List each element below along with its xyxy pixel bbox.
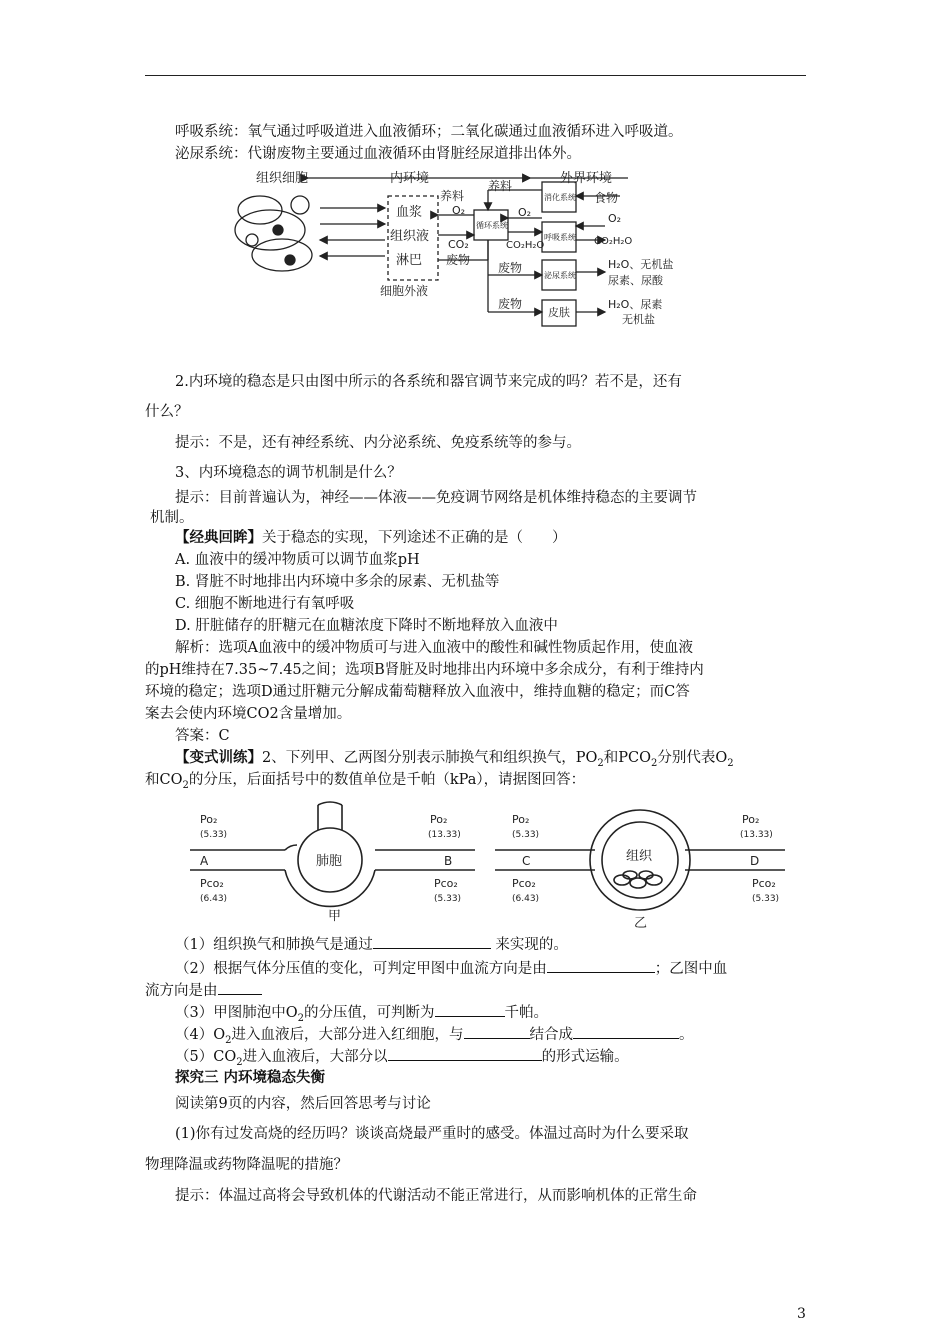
text-line: 2.内环境的稳态是只由图中所示的各系统和器官调节来完成的吗？若不是，还有 (175, 374, 682, 390)
label-food: 食物 (594, 191, 619, 205)
label-o2: O₂ (452, 204, 466, 217)
label-extracellular: 细胞外液 (380, 284, 429, 298)
label-digestive-system: 消化系统 (544, 193, 576, 202)
question-2: （2）根据气体分压值的变化，可判定甲图中血流方向是由 ；乙图中血 (145, 958, 836, 979)
text-line: 【变式训练】2、下列甲、乙两图分别表示肺换气和组织换气，$PO_2$和$PCO_2$分别代表$O_2$ (175, 749, 734, 769)
label-o2: O₂ (518, 206, 532, 219)
answer-blank[interactable] (218, 980, 262, 995)
yi-po2-label: Po₂ (742, 813, 760, 826)
answer-blank[interactable] (573, 1024, 679, 1039)
label-co2-h2o: CO₂H₂O (594, 236, 633, 247)
jia-center-label: 肺胞 (316, 854, 343, 869)
label-nutrient: 养料 (440, 189, 465, 203)
page-number: 3 (797, 1306, 806, 1322)
label-tissue-cell: 组织细胞 (256, 171, 309, 186)
label-skin-output: 无机盐 (622, 313, 655, 326)
option-c: C. 细胞不断地进行有氧呼吸 (175, 596, 355, 612)
label-waste: 废物 (498, 261, 523, 275)
text-line: 案去会使内环境CO2含量增加。 (145, 706, 352, 722)
text-line: 的pH维持在7.35~7.45之间；选项B肾脏及时地排出内环境中多余成分，有利于维持内 (145, 662, 704, 678)
internal-environment-diagram (230, 160, 674, 335)
answer-blank[interactable] (373, 934, 491, 949)
text-line: 提示：不是，还有神经系统、内分泌系统、免疫系统等的参与。 (175, 435, 581, 451)
yi-po2-left: (5.33) (512, 830, 540, 840)
yi-po2-label: Po₂ (512, 813, 530, 826)
text-line: 阅读第9页的内容，然后回答思考与讨论 (175, 1096, 431, 1112)
tag-variant-training: 【变式训练】 (175, 749, 262, 766)
text-line: 环境的稳定；选项D通过肝糖元分解成葡萄糖释放入血液中，维持血糖的稳定；而C答 (145, 684, 690, 700)
label-co2: CO₂ (448, 238, 469, 251)
text-line: 泌尿系统：代谢废物主要通过血液循环由肾脏经尿道排出体外。 (175, 146, 581, 162)
text-line: 物理降温或药物降温呢的措施？ (145, 1157, 348, 1173)
jia-point-b: B (444, 854, 453, 868)
yi-point-d: D (750, 854, 760, 868)
answer-blank[interactable] (464, 1024, 530, 1039)
label-respiratory-system: 呼吸系统 (544, 233, 576, 242)
label-tissue-fluid: 组织液 (390, 229, 430, 244)
question-1: （1）组织换气和肺换气是通过 来实现的。 (145, 934, 836, 955)
jia-po2-label: Po₂ (430, 813, 448, 826)
label-skin: 皮肤 (548, 306, 570, 319)
label-urine-output: H₂O、无机盐 (608, 258, 674, 271)
text-line: 解析：选项A血液中的缓冲物质可与进入血液中的酸性和碱性物质起作用，使血液 (175, 640, 693, 656)
label-nutrient: 养料 (488, 179, 513, 193)
jia-po2-left: (5.33) (200, 830, 228, 840)
text-line: 提示：目前普遍认为，神经——体液——免疫调节网络是机体维持稳态的主要调节 (175, 490, 697, 506)
jia-po2-right: (13.33) (428, 830, 461, 840)
label-lymph: 淋巴 (396, 253, 423, 268)
yi-pco2-right: (5.33) (752, 894, 780, 904)
jia-pco2-label: Pco₂ (200, 877, 224, 890)
yi-point-c: C (522, 854, 531, 868)
label-urine-output: 尿素、尿酸 (608, 274, 663, 287)
yi-po2-right: (13.33) (740, 830, 773, 840)
label-waste: 废物 (498, 297, 523, 311)
yi-center-label: 组织 (626, 849, 653, 864)
jia-point-a: A (200, 854, 209, 868)
label-circulation-system: 循环系统 (476, 221, 508, 230)
label-o2: O₂ (608, 212, 622, 225)
yi-pco2-label: Pco₂ (512, 877, 536, 890)
option-a: A. 血液中的缓冲物质可以调节血浆pH (175, 552, 420, 568)
header-rule (145, 75, 806, 76)
option-b: B. 肾脏不时地排出内环境中多余的尿素、无机盐等 (175, 574, 500, 590)
text-line: 机制。 (150, 510, 194, 526)
option-d: D. 肝脏储存的肝糖元在血糖浓度下降时不断地释放入血液中 (175, 618, 558, 634)
question-5: $(5)CO_2$进入血液后，大部分以 的形式运输。 (145, 1046, 836, 1073)
label-urinary-system: 泌尿系统 (544, 271, 576, 280)
question-2-cont: 流方向是由 (145, 980, 806, 1001)
jia-pco2-label: Pco₂ (434, 877, 458, 890)
gas-exchange-diagram (190, 805, 790, 930)
yi-caption: 乙 (634, 916, 648, 931)
jia-caption: 甲 (328, 909, 342, 924)
answer-blank[interactable] (435, 1002, 505, 1017)
text-line: (1)你有过发高烧的经历吗？谈谈高烧最严重时的感受。体温过高时为什么要采取 (175, 1126, 689, 1142)
label-skin-output: H₂O、尿素 (608, 298, 663, 311)
text-line: 提示：体温过高将会导致机体的代谢活动不能正常进行，从而影响机体的正常生命 (175, 1188, 697, 1204)
jia-pco2-left: (6.43) (200, 894, 228, 904)
text-line: 和$CO_2$的分压，后面括号中的数值单位是千帕（kPa），请据图回答： (145, 772, 586, 791)
label-external-env: 外界环境 (560, 171, 613, 186)
jia-pco2-right: (5.33) (434, 894, 462, 904)
section-heading: 探究三 内环境稳态失衡 (175, 1069, 326, 1086)
label-plasma: 血浆 (396, 205, 423, 220)
answer: 答案：C (175, 728, 230, 744)
question-4: $(4)O_2$进入血液后，大部分进入红细胞，与 结合成 。 (145, 1024, 836, 1051)
text-line: 【经典回眸】关于稳态的实现，下列途述不正确的是（ ） (175, 529, 567, 546)
answer-blank[interactable] (388, 1046, 542, 1061)
jia-po2-label: Po₂ (200, 813, 218, 826)
label-waste: 废物 (446, 253, 471, 267)
yi-pco2-left: (6.43) (512, 894, 540, 904)
tag-classic-review: 【经典回眸】 (175, 529, 262, 546)
answer-blank[interactable] (547, 958, 655, 973)
text-line: 3、内环境稳态的调节机制是什么？ (175, 465, 402, 481)
text-line: 呼吸系统：氧气通过呼吸道进入血液循环；二氧化碳通过血液循环进入呼吸道。 (175, 124, 683, 140)
text-line: 什么？ (145, 404, 189, 420)
yi-pco2-label: Pco₂ (752, 877, 776, 890)
label-internal-env: 内环境 (390, 171, 430, 186)
question-3: （3）甲图肺泡中$O_2$的分压值，可判断为 千帕。 (145, 1002, 836, 1029)
label-co2-h2o: CO₂H₂O (506, 240, 545, 251)
